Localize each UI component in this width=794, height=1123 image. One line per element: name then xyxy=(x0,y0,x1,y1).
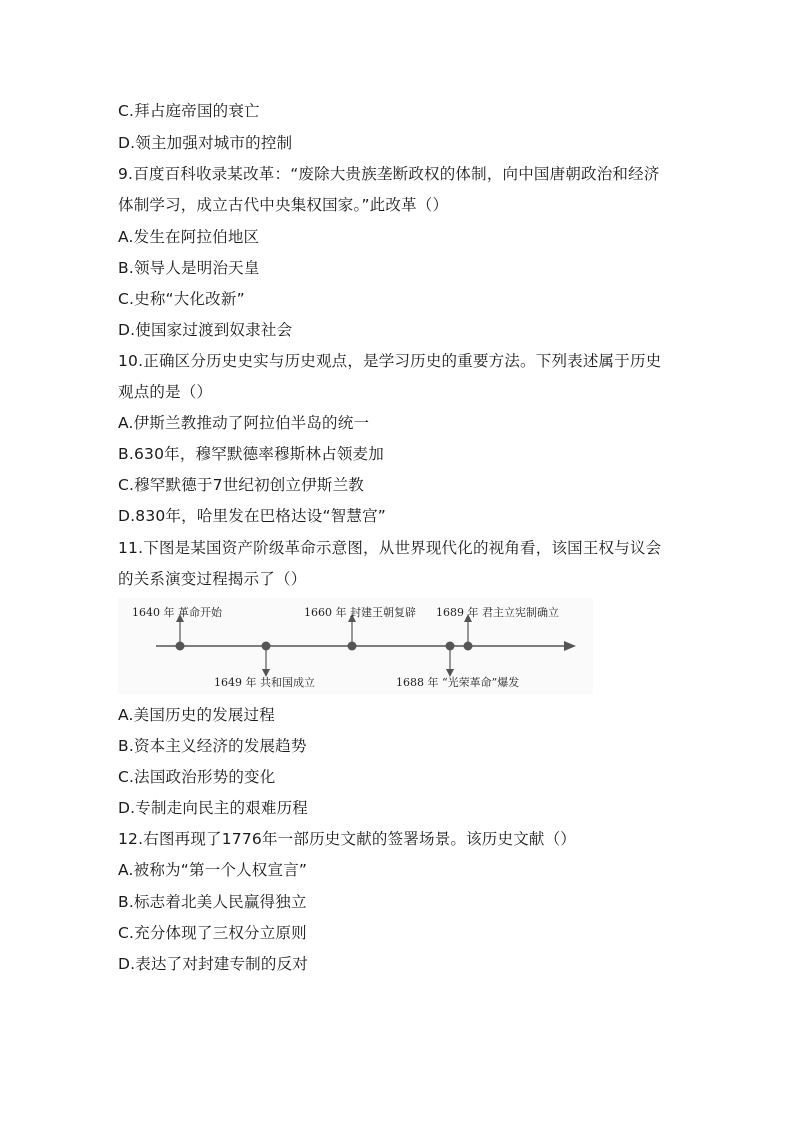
question-10-line-2: 观点的是（） xyxy=(118,383,213,401)
question-11-line-2: 的关系演变过程揭示了（） xyxy=(118,570,307,588)
event-1660-dot xyxy=(348,642,357,651)
event-1640-dot xyxy=(176,642,185,651)
option-10b: B.630年，穆罕默德率穆斯林占领麦加 xyxy=(118,445,384,463)
option-10c: C.穆罕默德于7世纪初创立伊斯兰教 xyxy=(118,476,365,494)
option-10d: D.830年，哈里发在巴格达设“智慧宫” xyxy=(118,507,387,525)
option-11d: D.专制走向民主的艰难历程 xyxy=(118,799,308,817)
revolution-timeline xyxy=(118,598,593,694)
option-9c: C.史称“大化改新” xyxy=(118,290,245,308)
option-12b: B.标志着北美人民赢得独立 xyxy=(118,893,307,911)
event-1649-dot xyxy=(262,642,271,651)
event-1688-label: 1688 年 “光荣革命”爆发 xyxy=(396,676,520,689)
option-11a: A.美国历史的发展过程 xyxy=(118,706,275,724)
option-8d: D.领主加强对城市的控制 xyxy=(118,134,293,152)
option-9b: B.领导人是明治天皇 xyxy=(118,259,260,277)
event-1640-label: 1640 年 革命开始 xyxy=(132,606,222,619)
option-12d: D.表达了对封建专制的反对 xyxy=(118,955,308,973)
option-11b: B.资本主义经济的发展趋势 xyxy=(118,737,307,755)
option-8c: C.拜占庭帝国的衰亡 xyxy=(118,102,260,120)
option-12c: C.充分体现了三权分立原则 xyxy=(118,924,307,942)
event-1689-dot xyxy=(464,642,473,651)
timeline-svg xyxy=(118,598,593,694)
event-1688-dot xyxy=(446,642,455,651)
event-1689-label: 1689 年 君主立宪制确立 xyxy=(436,606,559,619)
event-1660-label: 1660 年 封建王朝复辟 xyxy=(304,606,416,619)
option-12a: A.被称为“第一个人权宣言” xyxy=(118,861,308,879)
question-9-line-1: 9.百度百科收录某改革：“废除大贵族垄断政权的体制，向中国唐朝政治和经济 xyxy=(118,165,660,183)
question-11-line-1: 11.下图是某国资产阶级革命示意图，从世界现代化的视角看，该国王权与议会 xyxy=(118,539,662,557)
option-9a: A.发生在阿拉伯地区 xyxy=(118,228,260,246)
question-10-line-1: 10.正确区分历史史实与历史观点，是学习历史的重要方法。下列表述属于历史 xyxy=(118,352,662,370)
event-1649-label: 1649 年 共和国成立 xyxy=(214,676,315,689)
option-11c: C.法国政治形势的变化 xyxy=(118,768,276,786)
question-9-line-2: 体制学习，成立古代中央集权国家。”此改革（） xyxy=(118,196,449,214)
question-12: 12.右图再现了1776年一部历史文献的签署场景。该历史文献（） xyxy=(118,830,576,848)
option-10a: A.伊斯兰教推动了阿拉伯半岛的统一 xyxy=(118,414,370,432)
option-9d: D.使国家过渡到奴隶社会 xyxy=(118,321,293,339)
